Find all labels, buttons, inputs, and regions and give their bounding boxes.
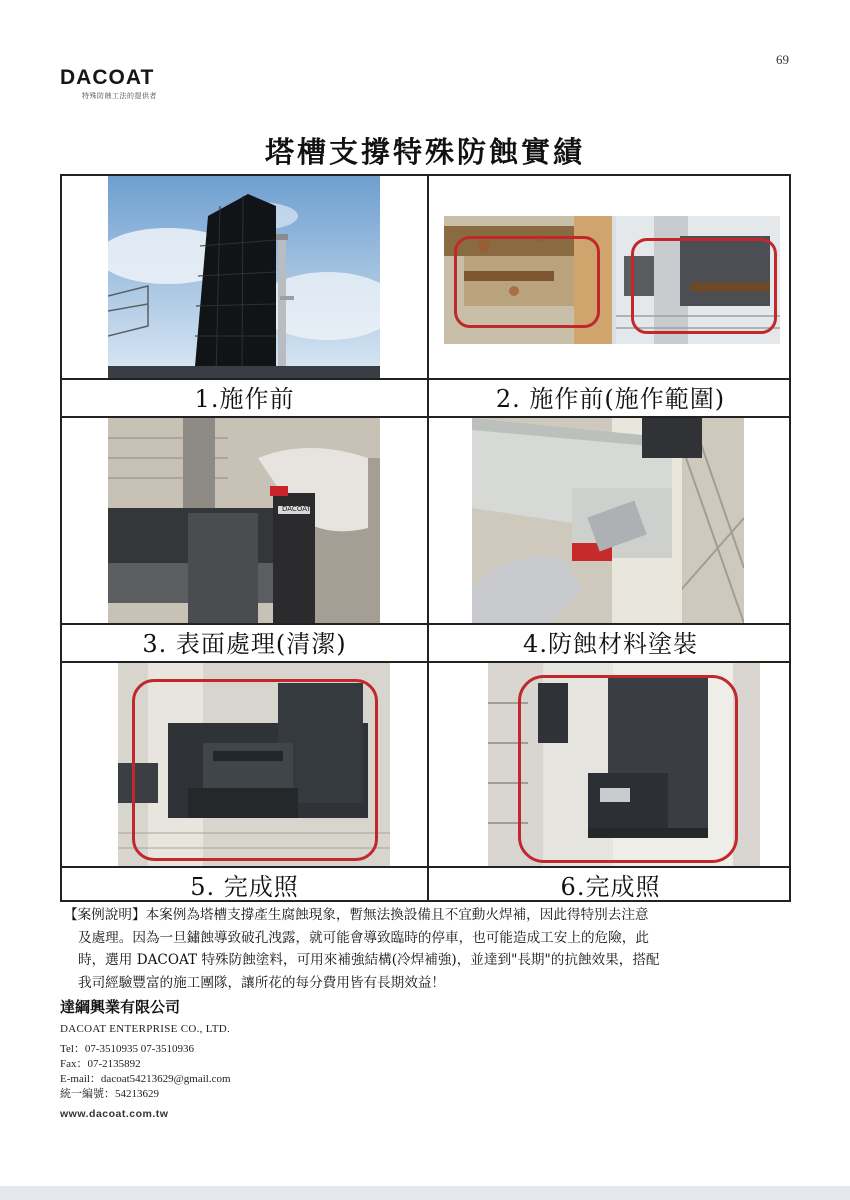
contact-block: [60, 1042, 231, 1102]
highlight-box: [518, 675, 738, 863]
photo-2-corroded-area: [444, 216, 780, 344]
highlight-box: [631, 238, 777, 334]
surface-cleaning-photo-icon: [108, 418, 380, 623]
highlight-box: [132, 679, 378, 861]
logo-subtitle: 特殊防蝕工法的提供者: [82, 92, 157, 100]
case-description-line: 時，選用 DACOAT 特殊防蝕塗料，可用來補強結構(冷焊補強)，並達到"長期"的抗蝕效果，搭配: [78, 952, 660, 968]
company-name-cn: 達綱興業有限公司: [60, 998, 181, 1016]
photo-6-finished: [488, 663, 760, 866]
highlight-box: [454, 236, 600, 328]
caption-2: 2. 施作前(施作範圍): [495, 385, 726, 413]
website-link[interactable]: www.dacoat.com.tw: [60, 1108, 169, 1120]
page-number: 69: [776, 52, 789, 67]
case-description-line: 及處理。因為一旦鏽蝕導致破孔洩露，就可能會導致臨時的停車，也可能造成工安上的危險，此: [78, 929, 649, 946]
caption-6: 6.完成照: [560, 873, 661, 901]
photo-4-coating: [472, 418, 744, 623]
fax: Fax：07-2135892: [60, 1058, 141, 1070]
email[interactable]: E-mail：dacoat54213629@gmail.com: [60, 1073, 231, 1085]
case-description-line: 我司經驗豐富的施工團隊，讓所花的每分費用皆有長期效益！: [78, 974, 446, 991]
photo-1-tower-before: [108, 176, 380, 378]
caption-5: 5. 完成照: [190, 873, 299, 901]
logo-text: DACOAT: [60, 66, 155, 89]
company-name-en: DACOAT ENTERPRISE CO., LTD.: [60, 1023, 231, 1035]
caption-3: 3. 表面處理(清潔): [142, 630, 347, 658]
grid-divider-vertical: [427, 176, 429, 900]
case-description-line: 【案例說明】本案例為塔槽支撐產生腐蝕現象，暫無法換設備且不宜動火焊補，因此得特別去注意: [64, 907, 649, 923]
tower-photo-icon: [108, 176, 380, 378]
page-title: 塔槽支撐特殊防蝕實績: [264, 135, 585, 169]
coating-application-photo-icon: [472, 418, 744, 623]
caption-4: 4.防蝕材料塗裝: [523, 630, 698, 658]
photo-grid: [60, 174, 791, 902]
spray-can-label: DACOAT: [282, 505, 311, 513]
photo-3-surface-cleaning: [108, 418, 380, 623]
caption-1: 1.施作前: [194, 385, 295, 413]
bottom-band: [0, 1186, 850, 1200]
photo-5-finished: [118, 663, 390, 866]
case-description: [64, 904, 794, 994]
tax-id: 統一編號：54213629: [60, 1088, 159, 1100]
tel: Tel：07-3510935 07-3510936: [60, 1043, 194, 1055]
company-logo: [60, 68, 157, 101]
company-info: [60, 996, 231, 1120]
